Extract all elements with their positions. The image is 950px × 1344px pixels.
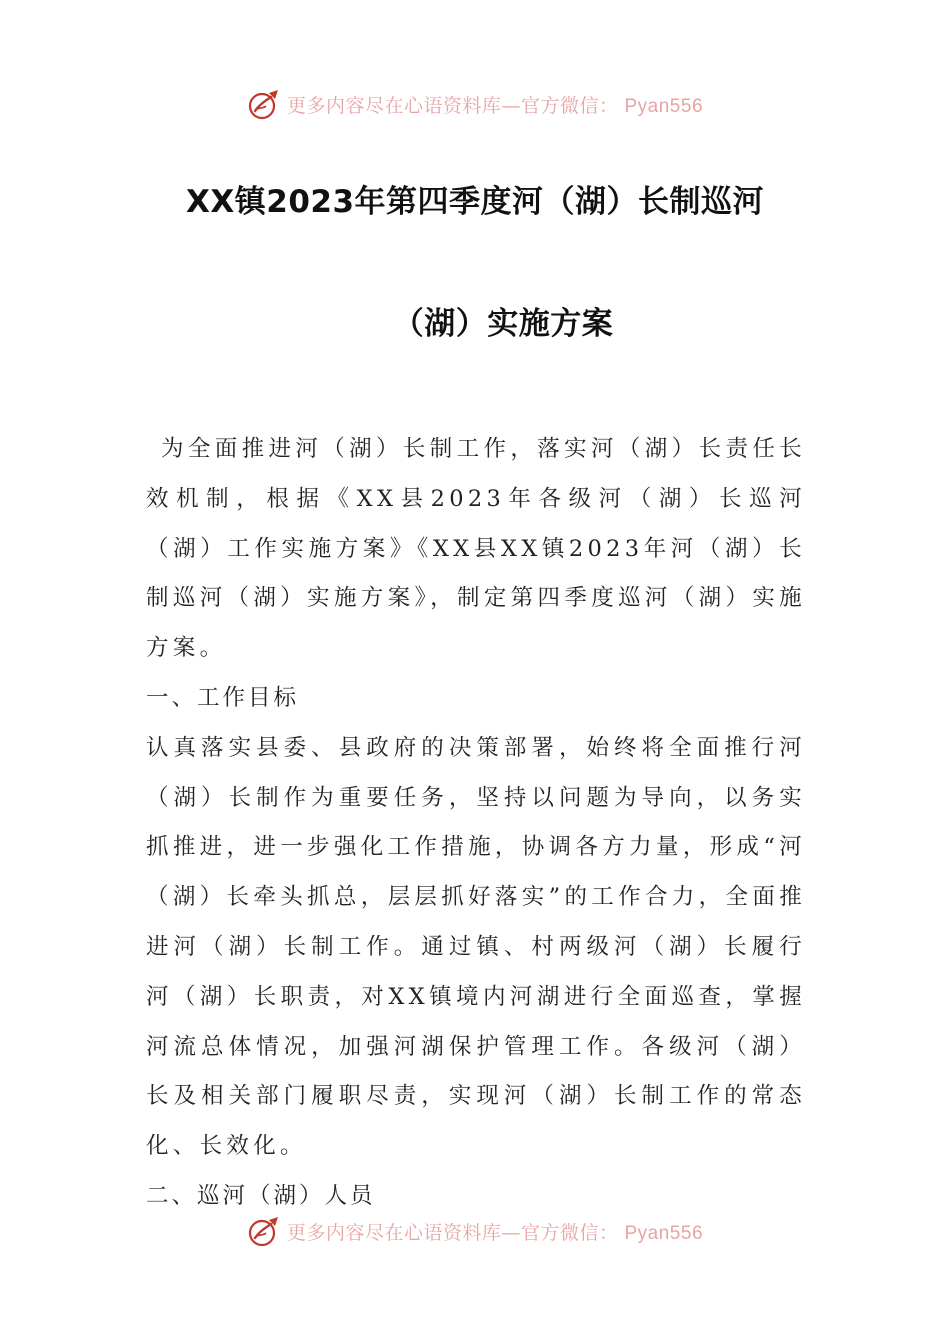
document-title-line1: XX镇2023年第四季度河（湖）长制巡河 bbox=[185, 184, 765, 220]
wechat-id: Pyan556 bbox=[624, 1222, 704, 1244]
document-body bbox=[146, 425, 806, 1222]
wechat-id: Pyan556 bbox=[624, 95, 704, 117]
watermark-text: 更多内容尽在心语资料库—官方微信： Pyan556 bbox=[286, 1221, 704, 1244]
document-title-line2: （湖）实施方案 bbox=[392, 306, 614, 342]
section2-heading: 二、巡河（湖）人员 bbox=[146, 1182, 376, 1209]
pen-logo-icon bbox=[247, 87, 281, 121]
intro-paragraph: 为全面推进河（湖）长制工作，落实河（湖）长责任长效机制，根据《XX县2023年各级河（湖）长巡河（湖）工作实施方案》《XX县XX镇2023年河（湖）长制巡河（湖）实施方案》，制定第四季度巡河（湖）实施方案。 bbox=[146, 436, 806, 662]
section1-paragraph: 认真落实县委、县政府的决策部署，始终将全面推行河（湖）长制作为重要任务，坚持以问题为导向，以务实抓推进，进一步强化工作措施，协调各方力量，形成“河（湖）长牵头抓总，层层抓好落实”的工作合力，全面推进河（湖）长制工作。通过镇、村两级河（湖）长履行河（湖）长职责，对XX镇境内河湖进行全面巡查，掌握河流总体情况，加强河湖保护管理工作。各级河（湖）长及相关部门履职尽责，实现河（湖）长制工作的常态化、长效化。 bbox=[146, 734, 806, 1160]
section1-heading: 一、工作目标 bbox=[146, 684, 300, 711]
watermark-banner-bottom bbox=[0, 1211, 950, 1251]
watermark-banner-top bbox=[0, 84, 950, 124]
pen-logo-icon bbox=[247, 1214, 281, 1248]
watermark-text: 更多内容尽在心语资料库—官方微信： Pyan556 bbox=[286, 94, 704, 117]
